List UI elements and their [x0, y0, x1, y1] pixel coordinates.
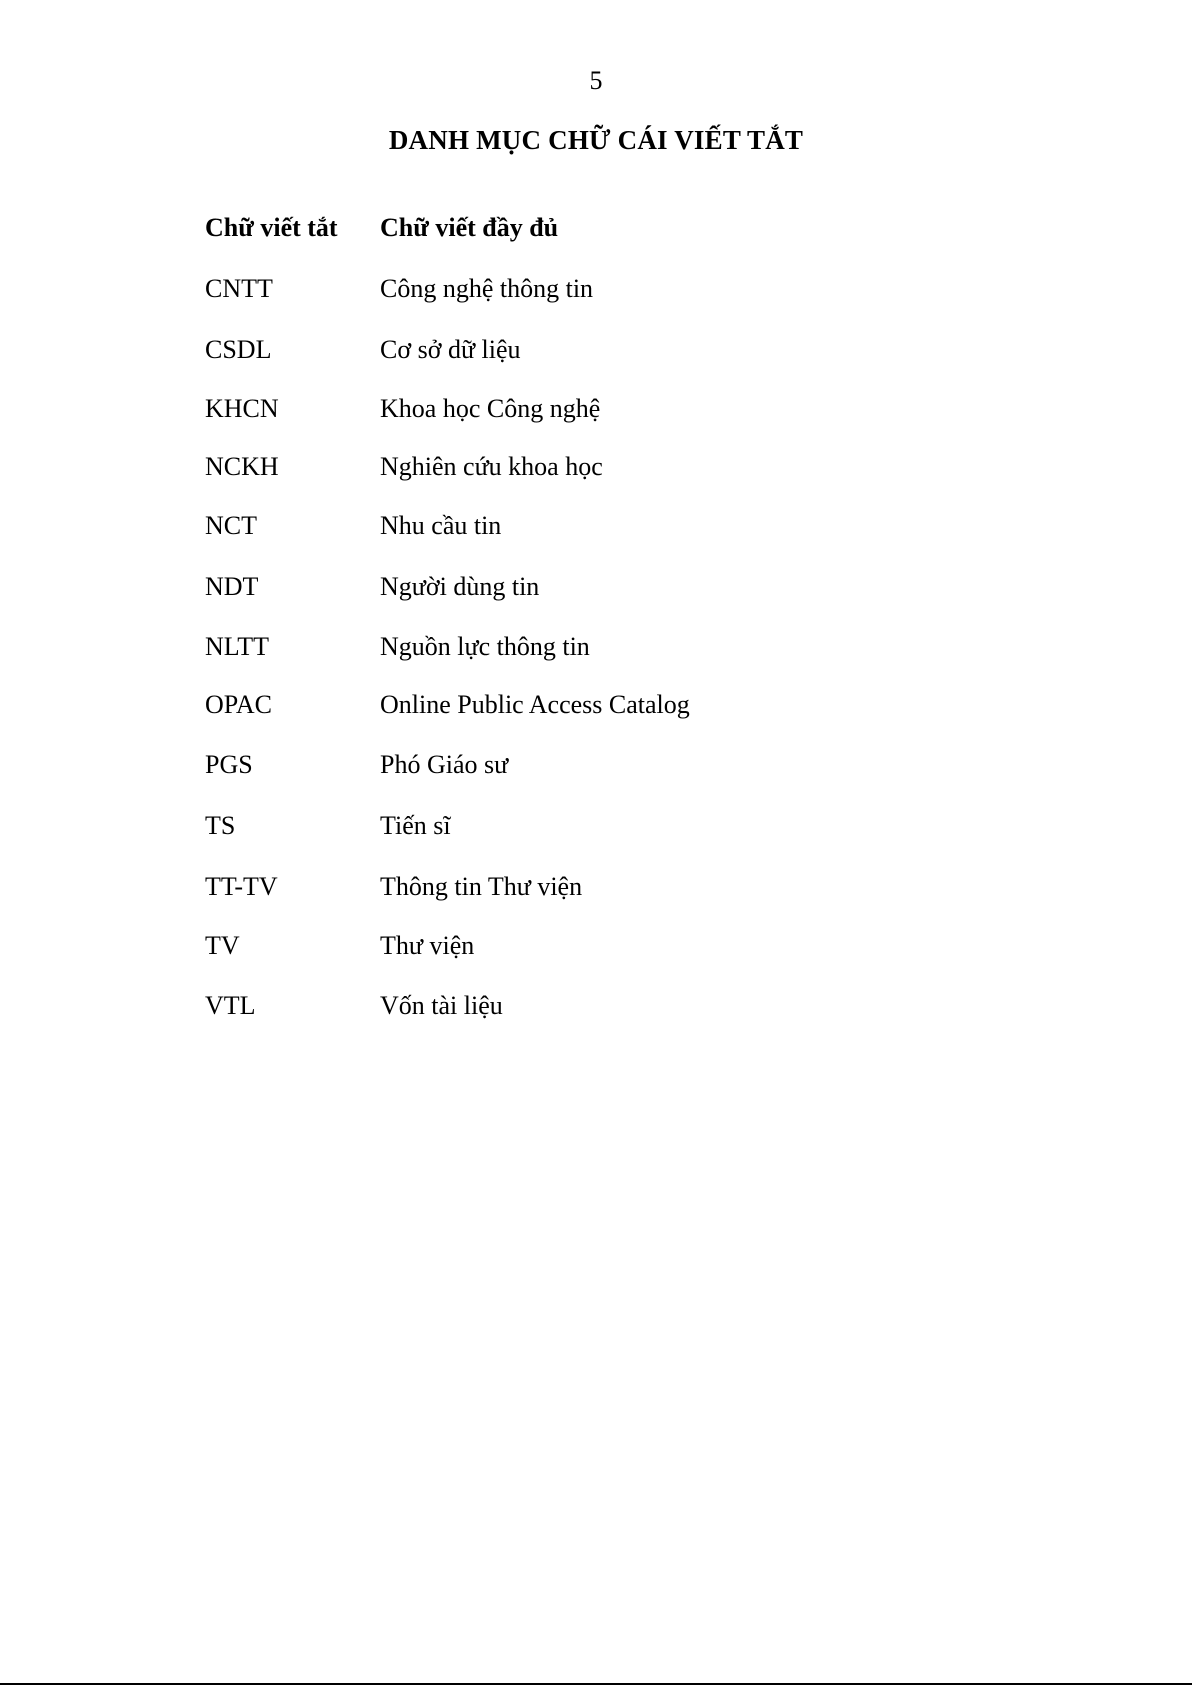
abbreviation: NCKH — [205, 452, 279, 481]
full-form: Tiến sĩ — [380, 811, 451, 840]
full-form: Nguồn lực thông tin — [380, 632, 590, 661]
abbreviation: NCT — [205, 511, 257, 540]
abbreviation: PGS — [205, 750, 253, 779]
full-form: Vốn tài liệu — [380, 991, 503, 1020]
header-full-form: Chữ viết đầy đủ — [380, 213, 559, 242]
abbreviation: CNTT — [205, 274, 273, 303]
full-form: Cơ sở dữ liệu — [380, 335, 521, 364]
abbreviation: OPAC — [205, 690, 272, 719]
full-form: Nghiên cứu khoa học — [380, 452, 603, 481]
abbreviation: CSDL — [205, 335, 272, 364]
full-form: Người dùng tin — [380, 572, 540, 601]
abbreviation: NLTT — [205, 632, 270, 661]
full-form: Khoa học Công nghệ — [380, 394, 601, 423]
full-form: Công nghệ thông tin — [380, 274, 594, 303]
abbreviation: NDT — [205, 572, 259, 601]
abbreviation: TV — [205, 931, 240, 960]
abbreviation: KHCN — [205, 394, 279, 423]
full-form: Online Public Access Catalog — [380, 690, 690, 719]
header-abbreviation: Chữ viết tắt — [205, 213, 338, 242]
abbreviation: VTL — [205, 991, 256, 1020]
full-form: Nhu cầu tin — [380, 511, 502, 540]
page-number: 5 — [589, 66, 603, 95]
page-title: DANH MỤC CHỮ CÁI VIẾT TẮT — [388, 125, 804, 155]
full-form: Thông tin Thư viện — [380, 872, 583, 901]
abbreviation: TS — [205, 811, 236, 840]
full-form: Phó Giáo sư — [380, 750, 509, 779]
full-form: Thư viện — [380, 931, 475, 960]
abbreviation: TT-TV — [205, 872, 278, 901]
